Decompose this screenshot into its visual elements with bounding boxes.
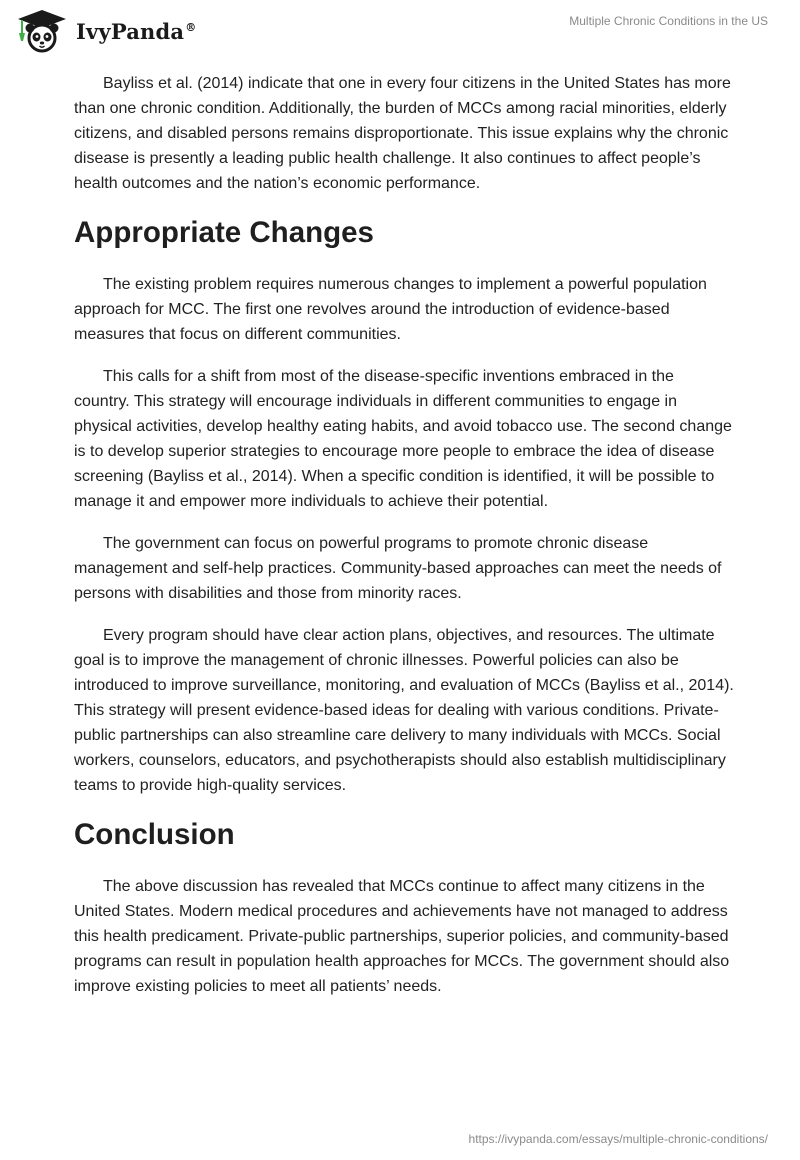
paragraph: The existing problem requires numerous changes to implement a powerful population approach for MCC. The first one revolves around the introduction of evidence-based measures that focus on different communities. [74,276,707,343]
article-body [74,71,734,1016]
source-url-link[interactable]: https://ivypanda.com/essays/multiple-chronic-conditions/ [468,1132,768,1146]
logo[interactable] [14,8,196,54]
page-header [0,0,800,60]
brand-name: IvyPanda® [76,18,197,44]
section-heading-appropriate-changes: Appropriate Changes [74,216,374,249]
document-title: Multiple Chronic Conditions in the US [569,14,768,28]
paragraph: This calls for a shift from most of the disease-specific inventions embraced in the country. This strategy will encourage individuals in different communities to engage in physical activities, develop healthy eating habits, and avoid tobacco use. The second change is to develop superior strategies to encourage more people to embrace the idea of disease screening (Bayliss et al., 2014). When a specific condition is identified, it will be possible to manage it and empower more individuals to achieve their potential. [74,368,732,510]
panda-graduation-cap-icon [14,8,70,54]
paragraph: Every program should have clear action plans, objectives, and resources. The ultimate goal is to improve the management of chronic illnesses. Powerful policies can also be introduced to improve surveillance, monitoring, and evaluation of MCCs (Bayliss et al., 2014). This strategy will present evidence-based ideas for dealing with various conditions. Private-public partnerships can also streamline care delivery to many individuals with MCCs. Social workers, counselors, educators, and psychotherapists should also establish multidisciplinary teams to provide high-quality services. [74,627,734,794]
section-heading-conclusion: Conclusion [74,818,235,851]
intro-paragraph: Bayliss et al. (2014) indicate that one in every four citizens in the United States has more than one chronic condition. Additionally, the burden of MCCs among racial minorities, elderly citizens, and disabled persons remains disproportionate. This issue explains why the chronic disease is presently a leading public health challenge. It also continues to affect people’s health outcomes and the nation’s economic performance. [74,75,731,192]
paragraph: The above discussion has revealed that MCCs continue to affect many citizens in the United States. Modern medical procedures and achievements have not managed to address this health predicament. Private-public partnerships, superior policies, and community-based programs can result in population health approaches for MCCs. The government should also improve existing policies to meet all patients’ needs. [74,878,730,995]
paragraph: The government can focus on powerful programs to promote chronic disease management and self-help practices. Community-based approaches can meet the needs of persons with disabilities and those from minority races. [74,535,722,602]
